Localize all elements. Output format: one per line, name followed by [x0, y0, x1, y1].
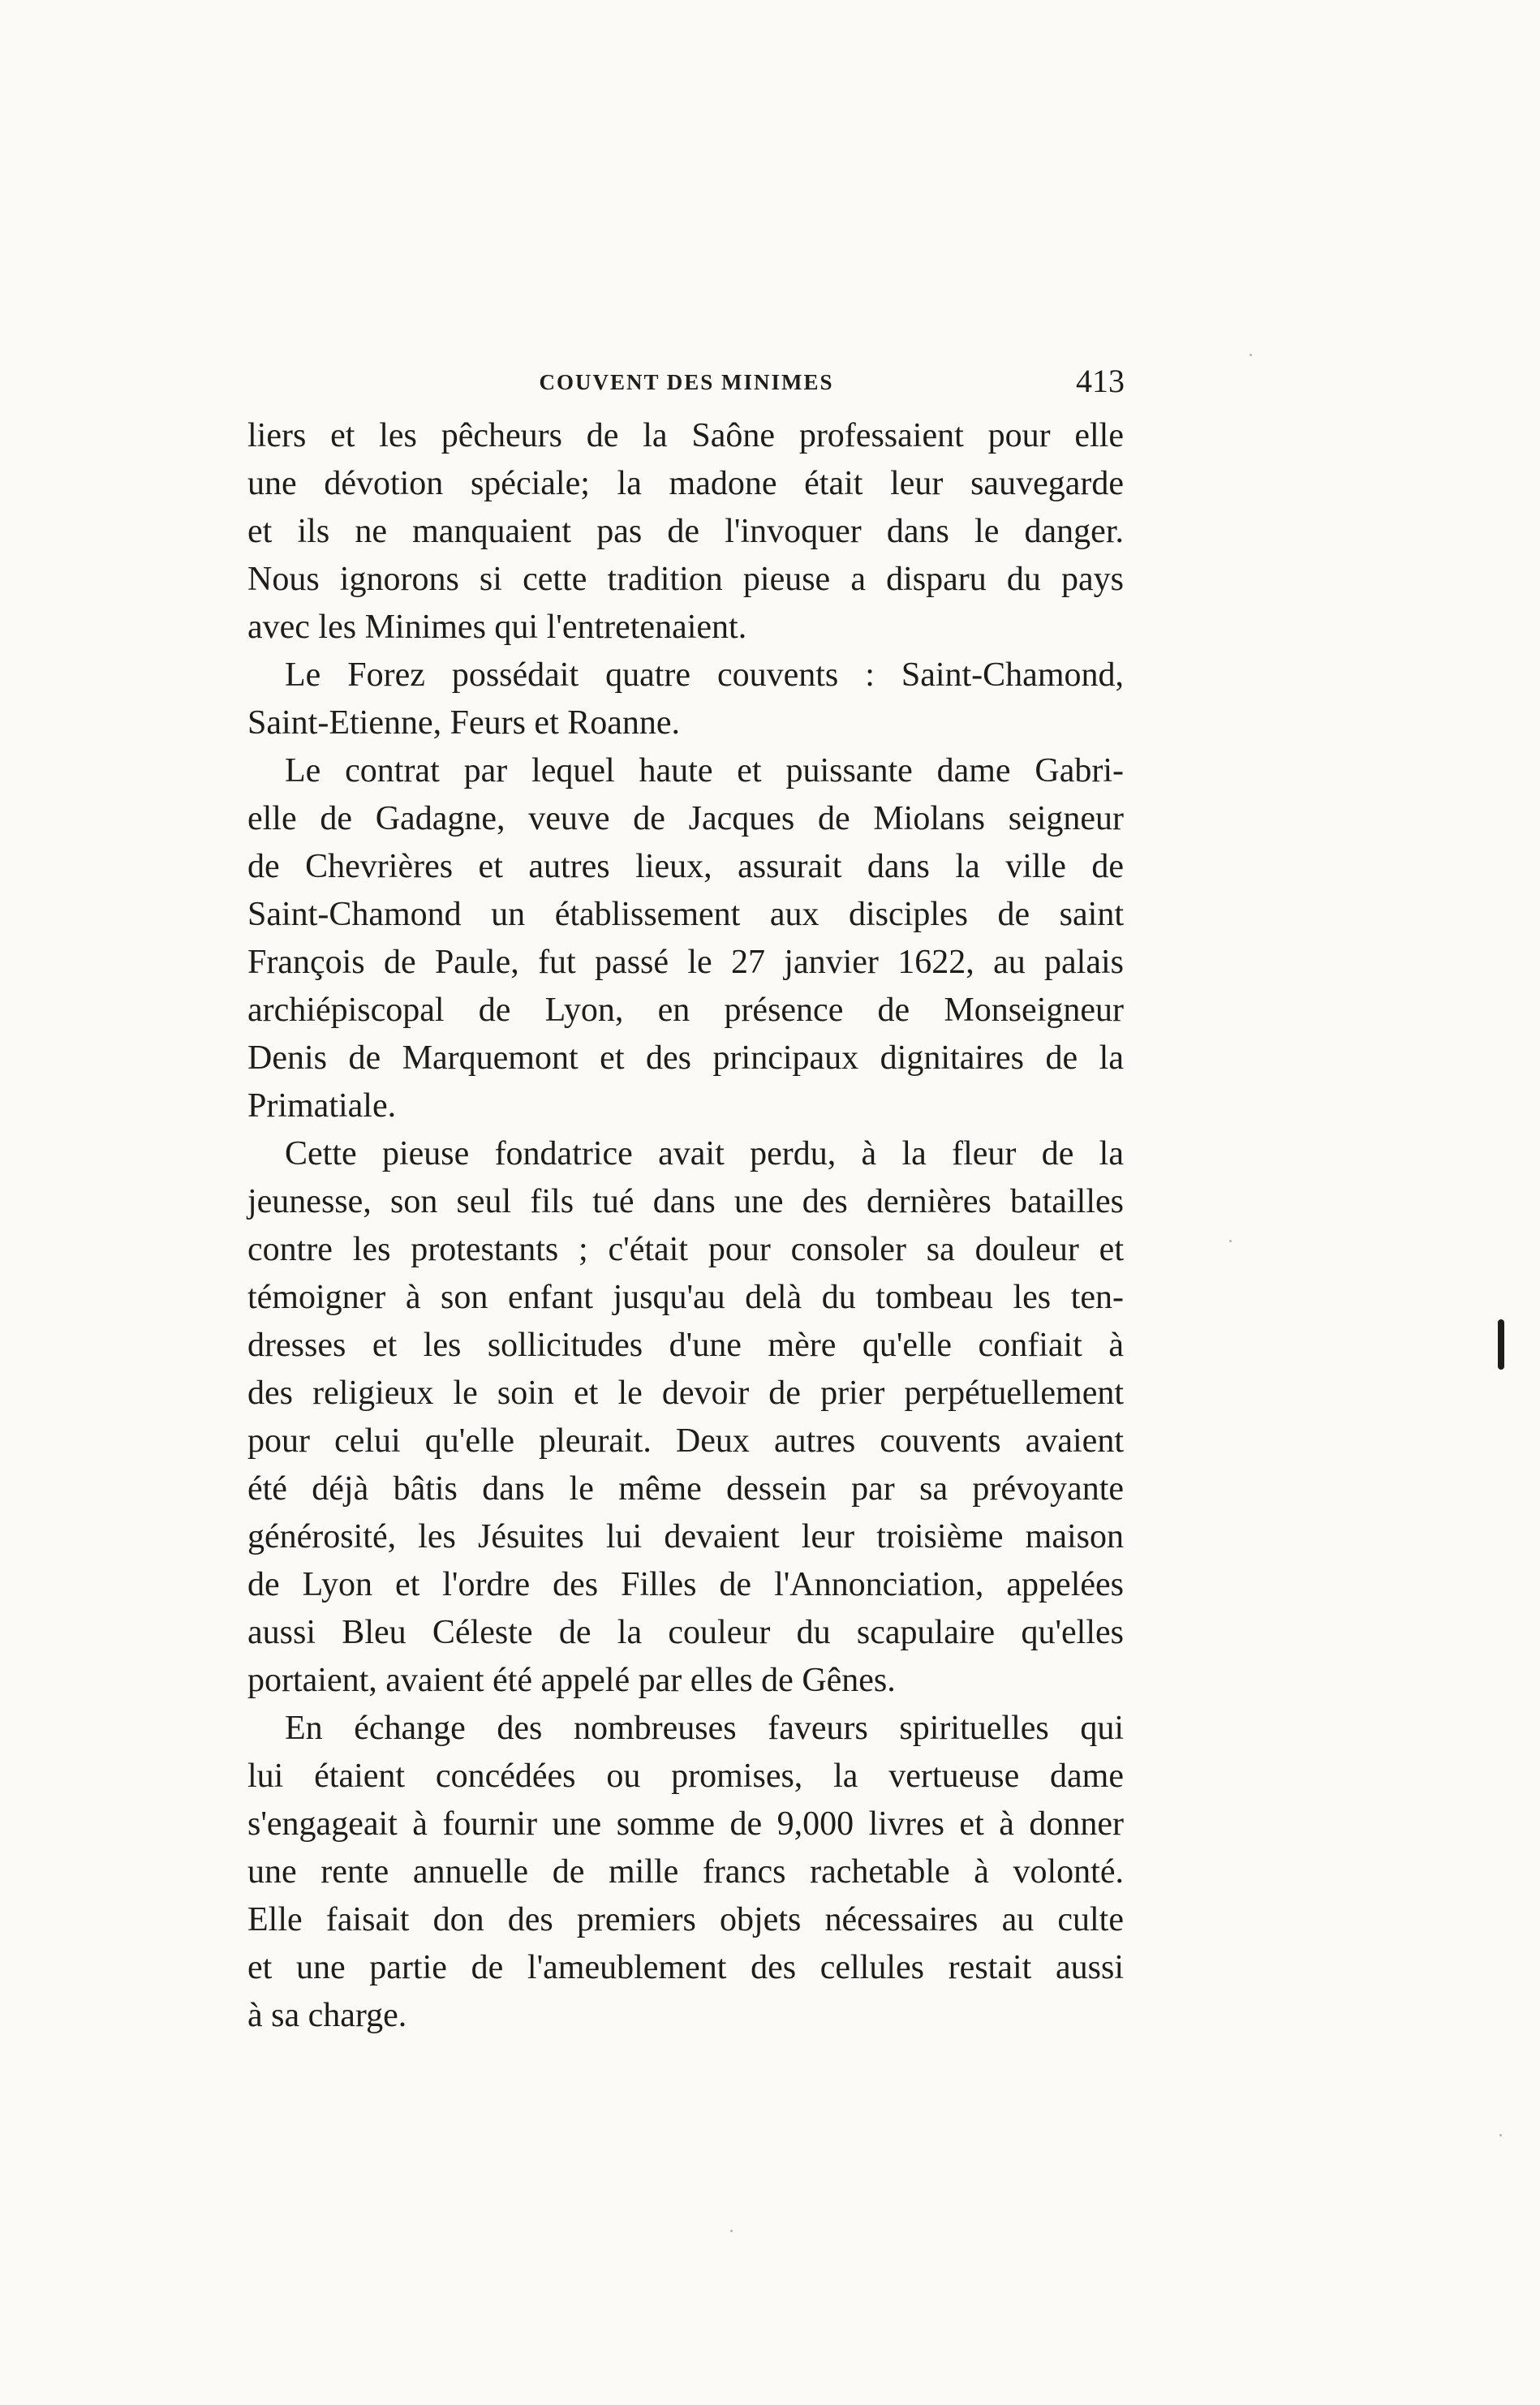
- paper-speck: [1499, 2134, 1502, 2136]
- body-text: [247, 412, 1124, 2040]
- text-line: Saint-Chamond un établissement aux disciples de saint: [247, 896, 1124, 933]
- text-line: avec les Minimes qui l'entretenaient.: [247, 609, 747, 646]
- text-line: Denis de Marquemont et des principaux dignitaires de la: [247, 1039, 1124, 1077]
- text-line: pour celui qu'elle pleurait. Deux autres couvents avaient: [247, 1422, 1124, 1460]
- text-line: de Chevrières et autres lieux, assurait dans la ville de: [247, 848, 1124, 885]
- text-line: été déjà bâtis dans le même dessein par sa prévoyante: [247, 1470, 1124, 1508]
- paragraph-start-line: Le Forez possédait quatre couvents : Saint-Chamond,: [285, 656, 1124, 694]
- paragraph-start-line: Cette pieuse fondatrice avait perdu, à la fleur de la: [285, 1135, 1124, 1172]
- text-line: des religieux le soin et le devoir de prier perpétuellement: [247, 1375, 1124, 1412]
- paragraph-start-line: En échange des nombreuses faveurs spirituelles qui: [285, 1710, 1124, 1747]
- text-line: elle de Gadagne, veuve de Jacques de Miolans seigneur: [247, 800, 1124, 837]
- text-line: François de Paule, fut passé le 27 janvier 1622, au palais: [247, 944, 1124, 981]
- text-line: s'engageait à fournir une somme de 9,000 livres et à donner: [247, 1805, 1124, 1843]
- margin-ink-mark: [1498, 1319, 1504, 1370]
- text-line: Elle faisait don des premiers objets nécessaires au culte: [247, 1901, 1124, 1938]
- text-line: aussi Bleu Céleste de la couleur du scapulaire qu'elles: [247, 1614, 1124, 1651]
- text-line: dresses et les sollicitudes d'une mère qu'elle confiait à: [247, 1327, 1124, 1364]
- text-line: archiépiscopal de Lyon, en présence de Monseigneur: [247, 992, 1124, 1029]
- text-line: Primatiale.: [247, 1087, 397, 1125]
- text-line: à sa charge.: [247, 1997, 407, 2034]
- paper-speck: [1229, 1240, 1232, 1242]
- text-line: et ils ne manquaient pas de l'invoquer dans le danger.: [247, 513, 1124, 550]
- text-line: lui étaient concédées ou promises, la vertueuse dame: [247, 1758, 1124, 1795]
- text-line: jeunesse, son seul fils tué dans une des dernières batailles: [247, 1183, 1124, 1220]
- paragraph-start-line: Le contrat par lequel haute et puissante dame Gabri-: [285, 752, 1124, 789]
- text-line: une rente annuelle de mille francs rachetable à volonté.: [247, 1853, 1124, 1891]
- text-line: une dévotion spéciale; la madone était leur sauvegarde: [247, 465, 1124, 502]
- text-line: Saint-Etienne, Feurs et Roanne.: [247, 704, 681, 742]
- text-line: et une partie de l'ameublement des cellules restait aussi: [247, 1949, 1124, 1986]
- text-line: Nous ignorons si cette tradition pieuse a disparu du pays: [247, 561, 1124, 598]
- text-line: de Lyon et l'ordre des Filles de l'Annonciation, appelées: [247, 1566, 1124, 1603]
- text-line: générosité, les Jésuites lui devaient leur troisième maison: [247, 1518, 1124, 1555]
- text-line: portaient, avaient été appelé par elles de Gênes.: [247, 1662, 896, 1699]
- running-head: [248, 362, 1125, 402]
- text-line: contre les protestants ; c'était pour consoler sa douleur et: [247, 1231, 1124, 1268]
- page-number: 413: [1076, 363, 1125, 399]
- paper-speck: [730, 2230, 733, 2232]
- text-line: liers et les pêcheurs de la Saône professaient pour elle: [247, 417, 1124, 454]
- paper-speck: [1250, 354, 1252, 356]
- text-line: témoigner à son enfant jusqu'au delà du tombeau les ten-: [247, 1279, 1124, 1316]
- running-title: COUVENT DES MINIMES: [539, 370, 834, 394]
